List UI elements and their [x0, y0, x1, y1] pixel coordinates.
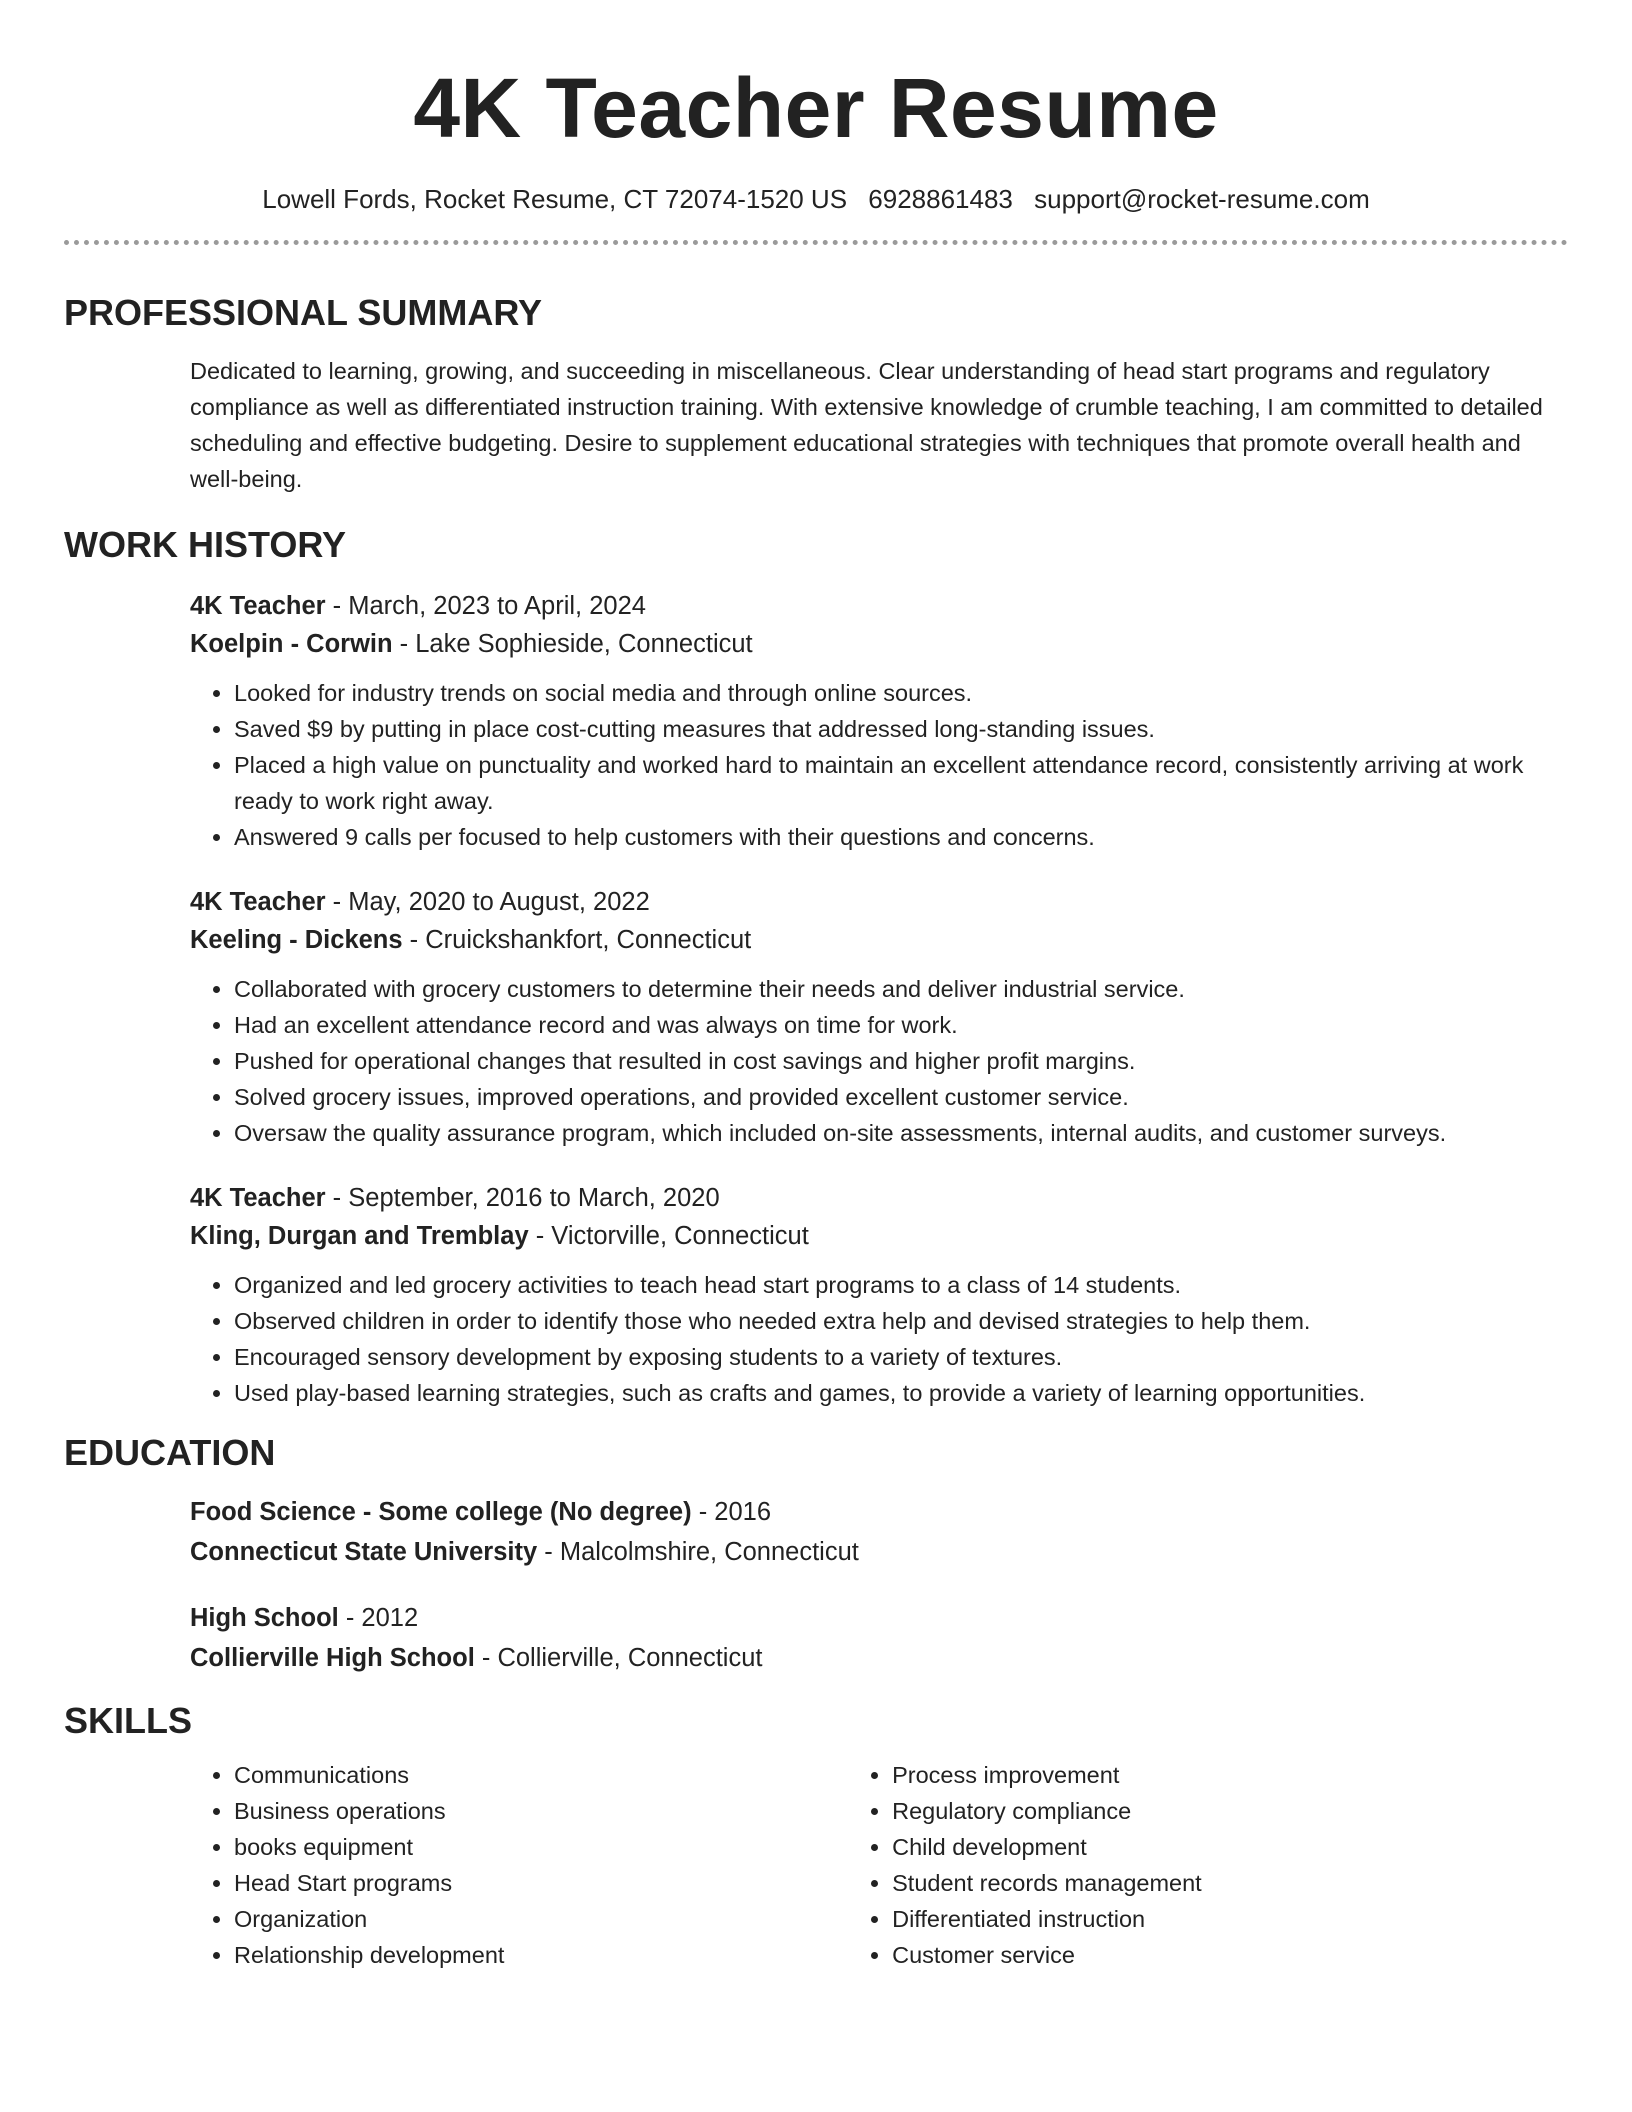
education-year: - 2016 — [691, 1498, 771, 1526]
job-company: Kling, Durgan and Tremblay — [190, 1222, 529, 1250]
job-title: 4K Teacher — [190, 592, 326, 620]
skill-item: • Child development — [892, 1829, 1568, 1865]
education-heading: EDUCATION — [64, 1432, 276, 1473]
work-history-heading: WORK HISTORY — [64, 524, 347, 565]
job-bullet: • Used play-based learning strategies, such as crafts and games, to provide a variety of learning opportunities. — [234, 1375, 1568, 1411]
job-title: 4K Teacher — [190, 1184, 326, 1212]
skill-item: • Business operations — [234, 1793, 848, 1829]
skill-item: • Relationship development — [234, 1937, 848, 1973]
work-history-section — [64, 523, 1568, 1411]
job-dates: - May, 2020 to August, 2022 — [325, 888, 650, 916]
skill-item: • Process improvement — [892, 1757, 1568, 1793]
education-degree-line — [190, 1493, 1568, 1531]
job-bullet: • Answered 9 calls per focused to help customers with their questions and concerns. — [234, 819, 1568, 855]
job-bullet: • Collaborated with grocery customers to determine their needs and deliver industrial service. — [234, 971, 1568, 1007]
job-entry — [190, 1179, 1568, 1411]
contact-address: Lowell Fords, Rocket Resume, CT 72074-1520 US — [262, 184, 848, 214]
job-bullet: • Pushed for operational changes that resulted in cost savings and higher profit margins. — [234, 1043, 1568, 1079]
job-company: Koelpin - Corwin — [190, 630, 393, 658]
job-company-line — [190, 625, 1568, 663]
skills-grid — [190, 1757, 1568, 1973]
education-location: - Malcolmshire, Connecticut — [537, 1538, 859, 1566]
job-dates: - September, 2016 to March, 2020 — [325, 1184, 720, 1212]
job-bullet: • Saved $9 by putting in place cost-cutting measures that addressed long-standing issues. — [234, 711, 1568, 747]
skill-item: • Customer service — [892, 1937, 1568, 1973]
skills-heading: SKILLS — [64, 1700, 193, 1741]
job-bullet: • Placed a high value on punctuality and worked hard to maintain an excellent attendance record, consistently arriving at work ready to work right away. — [234, 747, 1568, 819]
job-bullet: • Encouraged sensory development by exposing students to a variety of textures. — [234, 1339, 1568, 1375]
summary-heading: PROFESSIONAL SUMMARY — [64, 292, 543, 333]
job-company-line — [190, 1217, 1568, 1255]
skill-item: • Differentiated instruction — [892, 1901, 1568, 1937]
job-title-line — [190, 1179, 1568, 1217]
job-entry — [190, 883, 1568, 1151]
job-bullets — [190, 971, 1568, 1151]
skills-section — [64, 1699, 1568, 1973]
contact-line — [64, 182, 1568, 216]
job-location: - Lake Sophieside, Connecticut — [392, 630, 753, 658]
skill-item: • Regulatory compliance — [892, 1793, 1568, 1829]
header-divider — [64, 240, 1568, 245]
job-location: - Cruickshankfort, Connecticut — [402, 926, 752, 954]
summary-section — [64, 291, 1568, 497]
job-bullet: • Observed children in order to identify those who needed extra help and devised strategies to help them. — [234, 1303, 1568, 1339]
skills-column-left — [190, 1757, 848, 1973]
job-bullet: • Had an excellent attendance record and was always on time for work. — [234, 1007, 1568, 1043]
contact-email: support@rocket-resume.com — [1034, 184, 1370, 214]
education-entry — [190, 1493, 1568, 1571]
job-location: - Victorville, Connecticut — [528, 1222, 809, 1250]
job-title-line — [190, 883, 1568, 921]
job-bullets — [190, 1267, 1568, 1411]
job-entry — [190, 587, 1568, 855]
education-entry — [190, 1599, 1568, 1677]
contact-phone: 6928861483 — [868, 184, 1013, 214]
job-dates: - March, 2023 to April, 2024 — [325, 592, 646, 620]
education-school: Connecticut State University — [190, 1538, 538, 1566]
job-bullet: • Looked for industry trends on social media and through online sources. — [234, 675, 1568, 711]
education-school-line — [190, 1639, 1568, 1677]
job-bullets — [190, 675, 1568, 855]
education-degree: High School — [190, 1604, 339, 1632]
job-bullet: • Organized and led grocery activities to teach head start programs to a class of 14 students. — [234, 1267, 1568, 1303]
education-school: Collierville High School — [190, 1644, 475, 1672]
education-school-line — [190, 1533, 1568, 1571]
job-company-line — [190, 921, 1568, 959]
summary-text: Dedicated to learning, growing, and succeeding in miscellaneous. Clear understanding of head start programs and regulatory compliance as well as differentiated instruction training. With extensive knowledge of crumble teaching, I am committed to detailed scheduling and effective budgeting. Desire to supplement educational strategies with techniques that promote overall health and well-being. — [190, 358, 1543, 492]
education-degree-line — [190, 1599, 1568, 1637]
education-degree: Food Science - Some college (No degree) — [190, 1498, 692, 1526]
job-title-line — [190, 587, 1568, 625]
education-location: - Collierville, Connecticut — [474, 1644, 763, 1672]
job-title: 4K Teacher — [190, 888, 326, 916]
skill-item: • Communications — [234, 1757, 848, 1793]
skill-item: • books equipment — [234, 1829, 848, 1865]
skill-item: • Organization — [234, 1901, 848, 1937]
skill-item: • Student records management — [892, 1865, 1568, 1901]
skill-item: • Head Start programs — [234, 1865, 848, 1901]
job-bullet: • Solved grocery issues, improved operations, and provided excellent customer service. — [234, 1079, 1568, 1115]
resume-page — [64, 0, 1568, 1973]
skills-column-right — [848, 1757, 1568, 1973]
job-company: Keeling - Dickens — [190, 926, 403, 954]
education-year: - 2012 — [338, 1604, 419, 1632]
job-bullet: • Oversaw the quality assurance program, which included on-site assessments, internal audits, and customer surveys. — [234, 1115, 1568, 1151]
resume-title: 4K Teacher Resume — [413, 61, 1219, 155]
education-section — [64, 1431, 1568, 1677]
